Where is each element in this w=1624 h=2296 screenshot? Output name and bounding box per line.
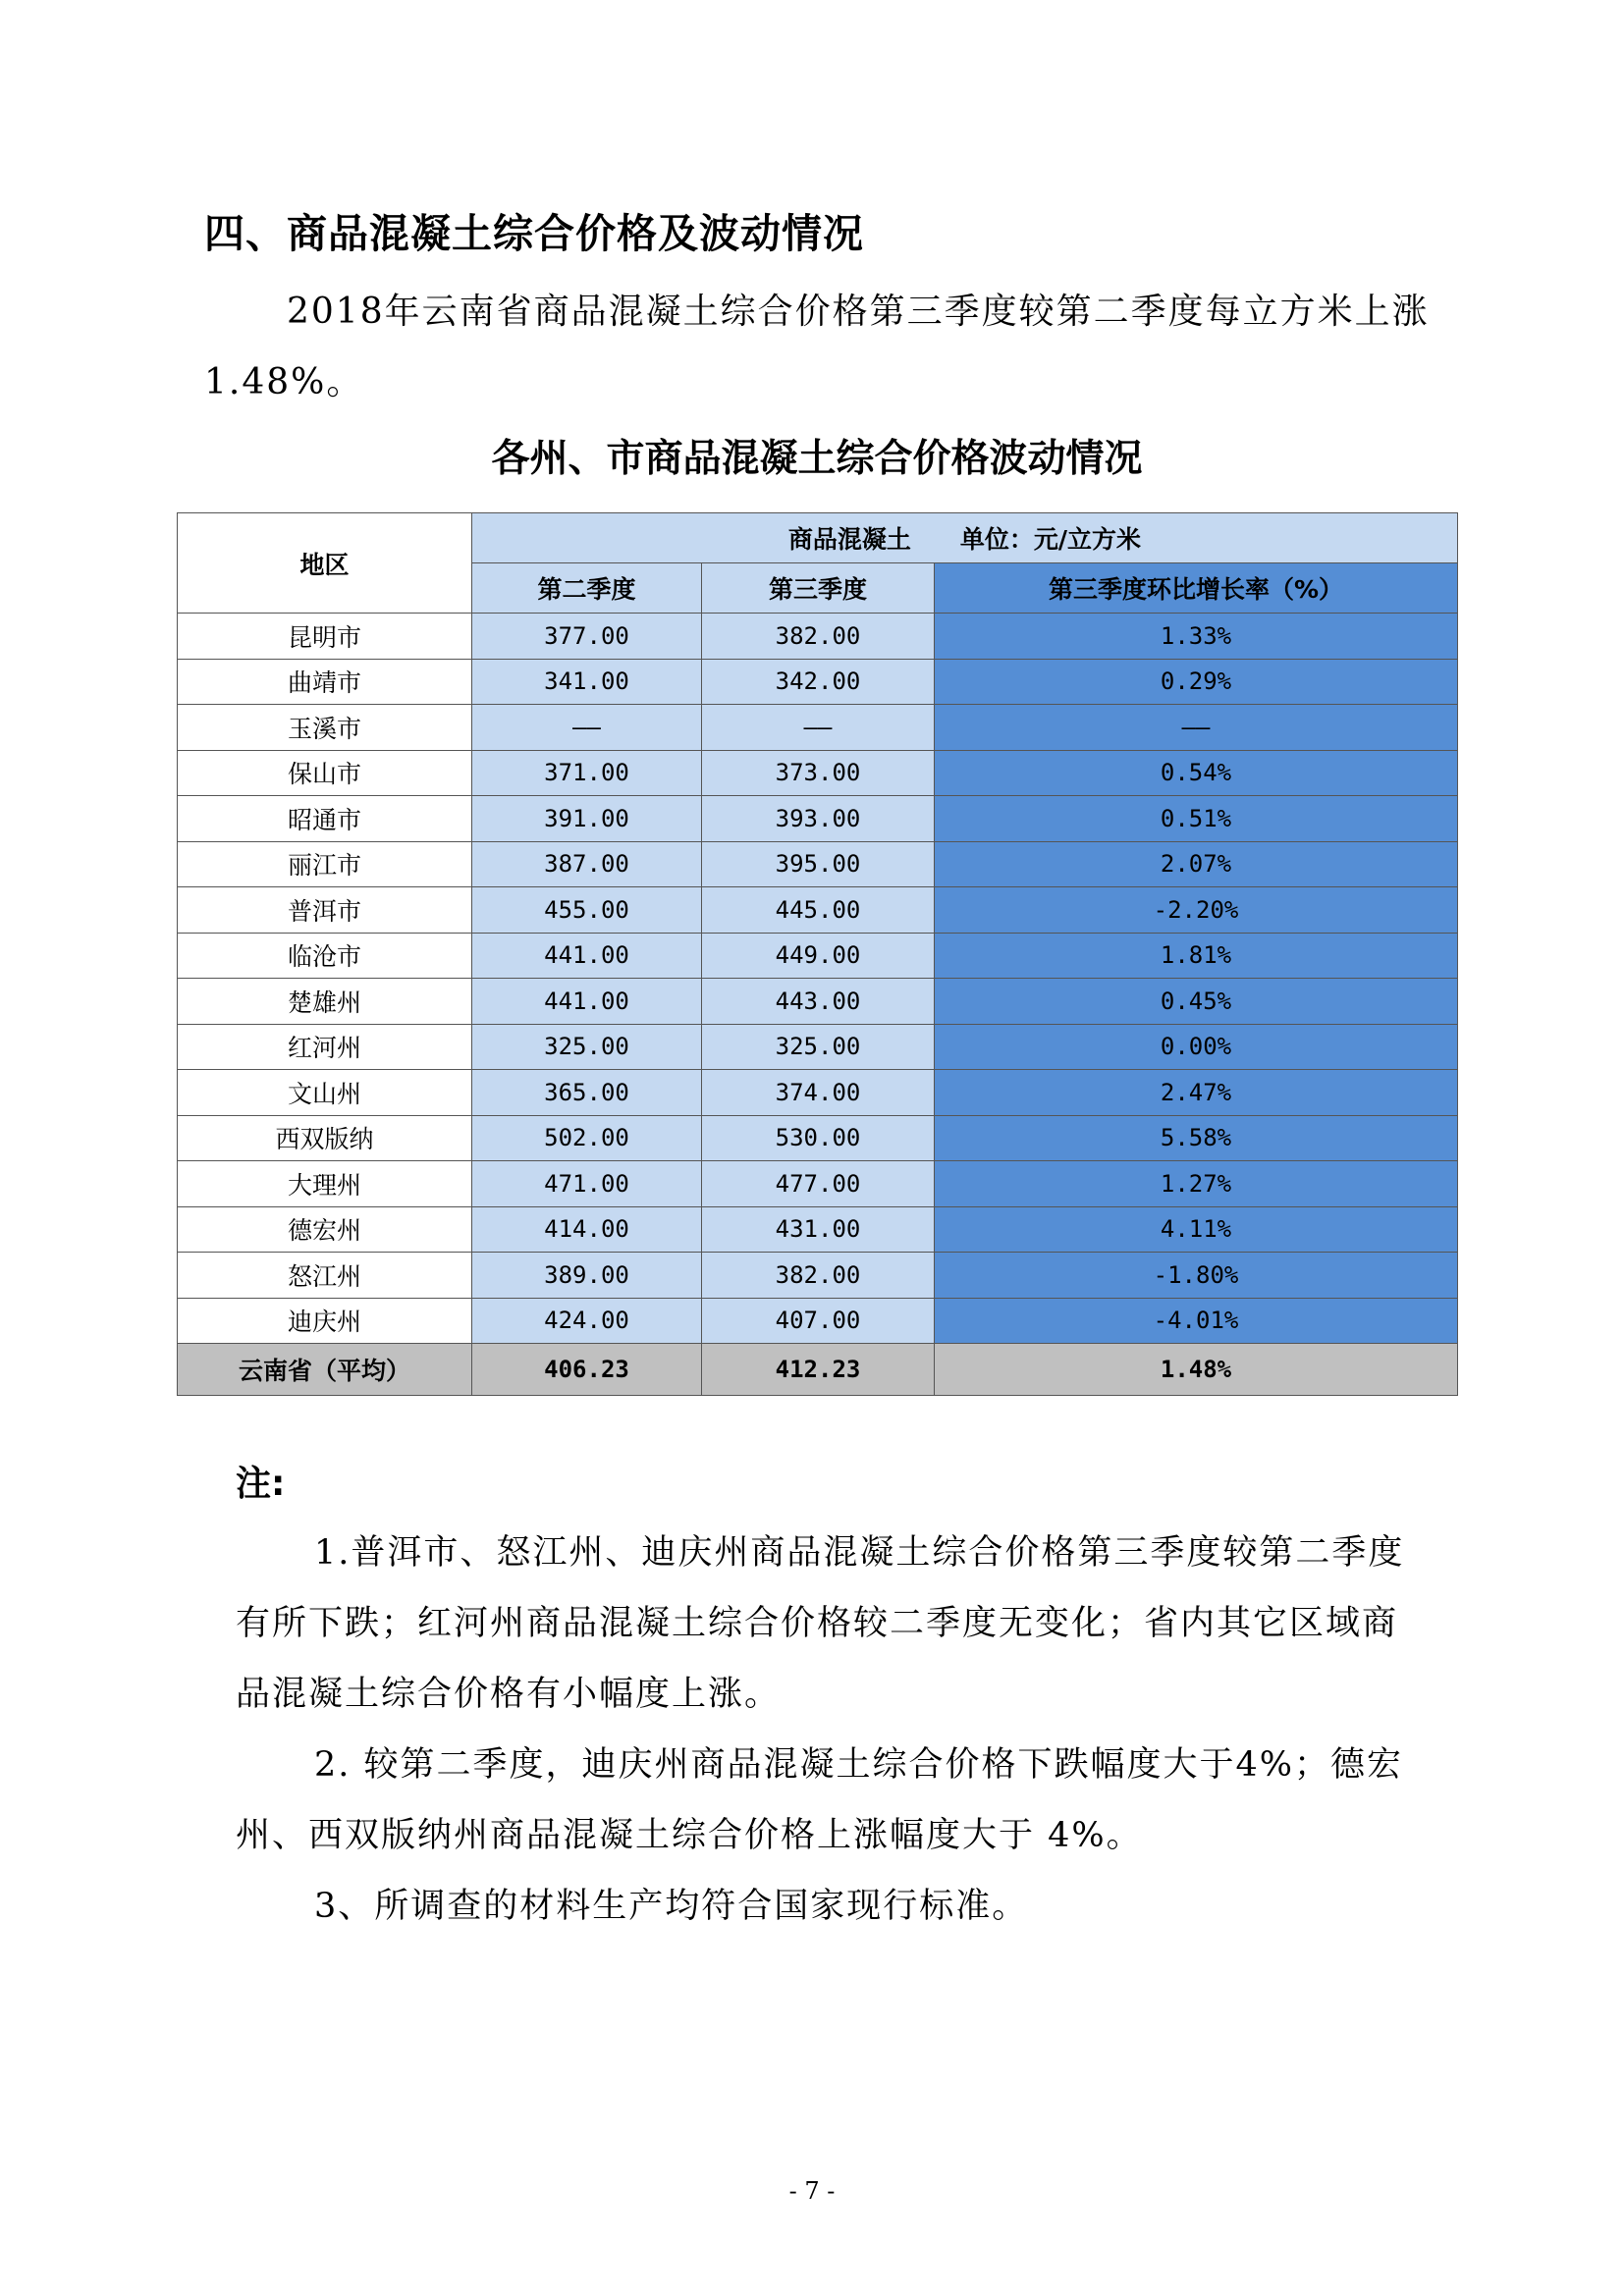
average-q3-cell: 412.23 — [702, 1344, 935, 1396]
page-number: - 7 - — [788, 2177, 836, 2205]
q2-price-cell: 387.00 — [472, 841, 702, 887]
table-row — [178, 1024, 1458, 1070]
table-row — [178, 614, 1458, 660]
table-row — [178, 933, 1458, 979]
q3-price-cell: 325.00 — [702, 1024, 935, 1070]
region-cell: 文山州 — [178, 1070, 472, 1116]
growth-rate-cell: 0.54% — [935, 750, 1458, 796]
note-item: 2. 较第二季度，迪庆州商品混凝土综合价格下跌幅度大于4%；德宏州、西双版纳州商品混凝土综合价格上涨幅度大于 4%。 — [236, 1745, 1404, 1855]
table-title: 各州、市商品混凝土综合价格波动情况 — [491, 437, 1143, 481]
region-cell: 保山市 — [178, 750, 472, 796]
region-cell: 德宏州 — [178, 1206, 472, 1253]
growth-rate-cell: 1.27% — [935, 1161, 1458, 1207]
growth-rate-cell: 1.33% — [935, 614, 1458, 660]
q2-price-cell: 371.00 — [472, 750, 702, 796]
header-q3: 第三季度 — [702, 563, 935, 614]
q2-price-cell: 471.00 — [472, 1161, 702, 1207]
q2-price-cell: 391.00 — [472, 796, 702, 842]
q2-price-cell: —— — [472, 705, 702, 751]
table-row — [178, 841, 1458, 887]
table-row — [178, 1298, 1458, 1344]
table-row — [178, 1070, 1458, 1116]
growth-rate-cell: 0.29% — [935, 659, 1458, 705]
table-row — [178, 750, 1458, 796]
average-region-cell: 云南省（平均） — [178, 1344, 472, 1396]
region-cell: 迪庆州 — [178, 1298, 472, 1344]
q2-price-cell: 377.00 — [472, 614, 702, 660]
growth-rate-cell: 0.51% — [935, 796, 1458, 842]
header-region: 地区 — [178, 513, 472, 614]
q2-price-cell: 414.00 — [472, 1206, 702, 1253]
table-body — [178, 614, 1458, 1396]
q3-price-cell: 530.00 — [702, 1115, 935, 1161]
note-item: 3、所调查的材料生产均符合国家现行标准。 — [314, 1887, 1029, 1926]
notes-label: 注: — [236, 1464, 286, 1504]
q3-price-cell: 374.00 — [702, 1070, 935, 1116]
region-cell: 怒江州 — [178, 1253, 472, 1299]
q3-price-cell: 477.00 — [702, 1161, 935, 1207]
region-cell: 丽江市 — [178, 841, 472, 887]
q2-price-cell: 441.00 — [472, 933, 702, 979]
q2-price-cell: 502.00 — [472, 1115, 702, 1161]
table-row — [178, 1206, 1458, 1253]
growth-rate-cell: 0.00% — [935, 1024, 1458, 1070]
q3-price-cell: 407.00 — [702, 1298, 935, 1344]
growth-rate-cell: 1.81% — [935, 933, 1458, 979]
table-header-row — [178, 513, 1458, 563]
q2-price-cell: 424.00 — [472, 1298, 702, 1344]
q3-price-cell: 373.00 — [702, 750, 935, 796]
region-cell: 楚雄州 — [178, 979, 472, 1025]
region-cell: 大理州 — [178, 1161, 472, 1207]
growth-rate-cell: 2.47% — [935, 1070, 1458, 1116]
table-row — [178, 1115, 1458, 1161]
region-cell: 西双版纳 — [178, 1115, 472, 1161]
q3-price-cell: 393.00 — [702, 796, 935, 842]
average-row — [178, 1344, 1458, 1396]
region-cell: 红河州 — [178, 1024, 472, 1070]
average-q2-cell: 406.23 — [472, 1344, 702, 1396]
header-growth-rate: 第三季度环比增长率（%） — [935, 563, 1458, 614]
q3-price-cell: —— — [702, 705, 935, 751]
q3-price-cell: 449.00 — [702, 933, 935, 979]
table-row — [178, 705, 1458, 751]
growth-rate-cell: 0.45% — [935, 979, 1458, 1025]
growth-rate-cell: -2.20% — [935, 887, 1458, 934]
region-cell: 昭通市 — [178, 796, 472, 842]
table-row — [178, 659, 1458, 705]
table-row — [178, 1161, 1458, 1207]
region-cell: 普洱市 — [178, 887, 472, 934]
average-rate-cell: 1.48% — [935, 1344, 1458, 1396]
q3-price-cell: 431.00 — [702, 1206, 935, 1253]
q2-price-cell: 455.00 — [472, 887, 702, 934]
region-cell: 曲靖市 — [178, 659, 472, 705]
q2-price-cell: 325.00 — [472, 1024, 702, 1070]
q2-price-cell: 365.00 — [472, 1070, 702, 1116]
region-cell: 临沧市 — [178, 933, 472, 979]
q3-price-cell: 342.00 — [702, 659, 935, 705]
table-row — [178, 1253, 1458, 1299]
growth-rate-cell: -4.01% — [935, 1298, 1458, 1344]
q3-price-cell: 443.00 — [702, 979, 935, 1025]
q3-price-cell: 395.00 — [702, 841, 935, 887]
q2-price-cell: 341.00 — [472, 659, 702, 705]
growth-rate-cell: 2.07% — [935, 841, 1458, 887]
region-cell: 昆明市 — [178, 614, 472, 660]
growth-rate-cell: -1.80% — [935, 1253, 1458, 1299]
table-row — [178, 979, 1458, 1025]
section-heading: 四、商品混凝土综合价格及波动情况 — [204, 210, 864, 257]
q3-price-cell: 445.00 — [702, 887, 935, 934]
header-unit-group: 商品混凝土 单位：元/立方米 — [472, 513, 1458, 563]
header-q2: 第二季度 — [472, 563, 702, 614]
region-cell: 玉溪市 — [178, 705, 472, 751]
price-table — [177, 512, 1458, 1396]
growth-rate-cell: —— — [935, 705, 1458, 751]
table-row — [178, 796, 1458, 842]
q3-price-cell: 382.00 — [702, 1253, 935, 1299]
growth-rate-cell: 4.11% — [935, 1206, 1458, 1253]
q3-price-cell: 382.00 — [702, 614, 935, 660]
q2-price-cell: 389.00 — [472, 1253, 702, 1299]
q2-price-cell: 441.00 — [472, 979, 702, 1025]
table-row — [178, 887, 1458, 934]
intro-paragraph: 2018年云南省商品混凝土综合价格第三季度较第二季度每立方米上涨1.48%。 — [204, 292, 1430, 402]
growth-rate-cell: 5.58% — [935, 1115, 1458, 1161]
note-item: 1.普洱市、怒江州、迪庆州商品混凝土综合价格第三季度较第二季度有所下跌；红河州商品混凝土综合价格较二季度无变化；省内其它区域商品混凝土综合价格有小幅度上涨。 — [236, 1533, 1405, 1714]
